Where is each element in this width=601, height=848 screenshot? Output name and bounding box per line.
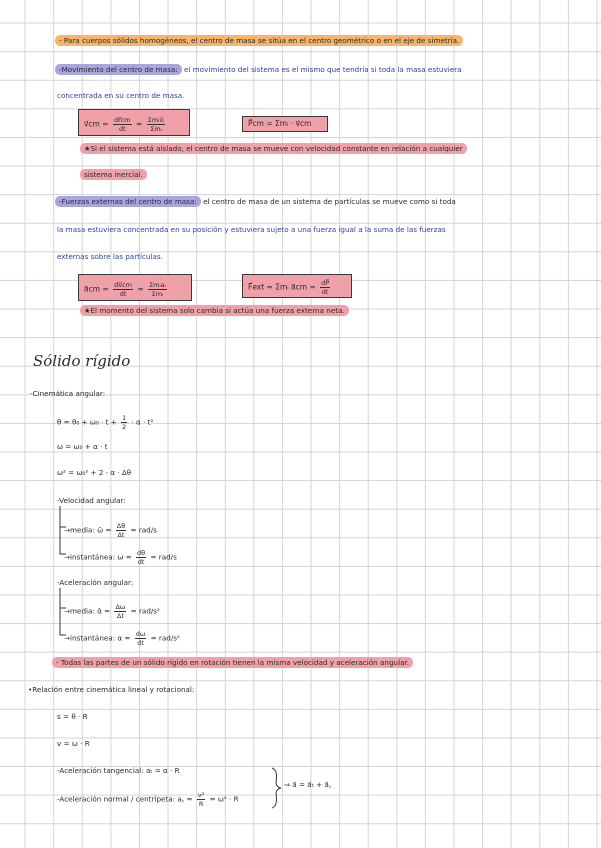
homogeneous-note: - Para cuerpos sólidos homogéneos, el centro de masa se sitúa en el centro geométrico o en el eje de simetría. — [55, 36, 463, 46]
acm-fraction-1: $\frac{dv⃗cm}{dt}$ — [114, 281, 132, 298]
isolated-note: ★Si el sistema está aislado, el centro de masa se mueve con velocidad constante en relación a cualquier — [80, 144, 467, 154]
instant-alpha-fraction: $\frac{d\omega}{dt}$ — [135, 630, 146, 647]
tangential-acceleration: -Aceleración tangencial: aₜ = α · R — [57, 766, 180, 775]
mean-angular-acceleration: →media: ᾱ = $\frac{\Delta\omega}{\Delta t}$ = rad/s² — [64, 603, 160, 620]
vcm-lhs: v⃗cm = — [84, 119, 109, 129]
instant-angular-acceleration: →instantánea: α = $\frac{d\omega}{dt}$ = rad/s² — [64, 630, 180, 647]
forces-text: el centro de masa de un sistema de partículas se mueve como si toda — [203, 197, 456, 206]
centripetal-fraction: $\frac{\text{v²}}{R}$ — [197, 791, 205, 808]
isolated-note-2: sistema inercial. — [80, 170, 147, 180]
theta-equation: θ = θ₀ + ω₀ · t + $\frac{1}{2}$ · α · t² — [57, 414, 154, 431]
forces-text-2: la masa estuviera concentrada en su posición y estuviera sujeto a una fuerza igual a la suma de las fuerzas — [57, 225, 446, 234]
instant-angular-velocity: →instantánea: ω = $\frac{d\theta}{dt}$ = rad/s — [64, 549, 177, 566]
centripetal-acceleration: -Aceleración normal / centrípeta: a꜀ = $\frac{\text{v²}}{R}$ = ω² · R — [57, 791, 239, 808]
vcm-fraction-2: $\frac{\text{Σmᵢv⃗ᵢ}}{\text{Σmᵢ}}$ — [147, 116, 165, 133]
mean-omega-fraction: $\frac{\Delta\theta}{\Delta t}$ — [116, 522, 126, 539]
angular-velocity-label: -Velocidad angular: — [57, 496, 126, 505]
half-fraction: $\frac{1}{2}$ — [122, 414, 127, 431]
cm-motion-label: -Movimiento del centro de masa: — [55, 64, 182, 75]
total-acceleration: ⇒ a⃗ = a⃗ₜ + a⃗꜀ — [284, 780, 332, 789]
arc-length-equation: s = θ · R — [57, 712, 88, 721]
cm-motion-text: el movimiento del sistema es el mismo que tendría si toda la masa estuviera — [183, 65, 462, 74]
vcm-fraction-1: $\frac{dr⃗cm}{dt}$ — [113, 116, 131, 133]
rigid-body-title: Sólido rígido — [33, 352, 131, 370]
instant-omega-fraction: $\frac{d\theta}{dt}$ — [137, 549, 146, 566]
angular-acceleration-label: -Aceleración angular: — [57, 578, 134, 587]
all-parts-note: - Todas las partes de un sólido rígido en rotación tienen la misma velocidad y aceleración angular. — [52, 658, 413, 668]
angular-kinematics-label: -Cinemática angular: — [30, 389, 106, 398]
momentum-note: ★El momento del sistema solo cambia si actúa una fuerza externa neta. — [80, 306, 349, 316]
forces-text-3: externas sobre las partículas. — [57, 252, 163, 261]
cm-motion-text-2: concentrada en su centro de masa. — [57, 91, 185, 100]
linear-velocity-equation: v = ω · R — [57, 739, 90, 748]
acm-fraction-2: $\frac{\text{Σmᵢaᵢ}}{\text{Σmᵢ}}$ — [149, 281, 166, 298]
vcm-eq: = — [136, 119, 143, 129]
fext-lhs: F⃗ext = Σmᵢ a⃗cm = — [248, 282, 316, 292]
acm-lhs: a⃗cm = — [84, 284, 109, 294]
acm-eq: = — [137, 284, 144, 294]
omega-equation: ω = ω₀ + α · t — [57, 442, 108, 451]
mean-alpha-fraction: $\frac{\Delta\omega}{\Delta t}$ — [115, 603, 126, 620]
linear-rotational-label: •Relación entre cinemática lineal y rotacional: — [28, 685, 195, 694]
fext-fraction: $\frac{dP⃗}{dt}$ — [321, 279, 330, 296]
pcm-formula-box: P⃗cm = Σmᵢ · v⃗cm — [242, 116, 328, 132]
omega-squared-equation: ω² = ω₀² + 2 · α · Δθ — [57, 468, 132, 477]
mean-angular-velocity: →media: ω̄ = $\frac{\Delta\theta}{\Delta t}$ = rad/s — [64, 522, 157, 539]
forces-label: -Fuerzas externas del centro de masa: — [55, 196, 201, 207]
